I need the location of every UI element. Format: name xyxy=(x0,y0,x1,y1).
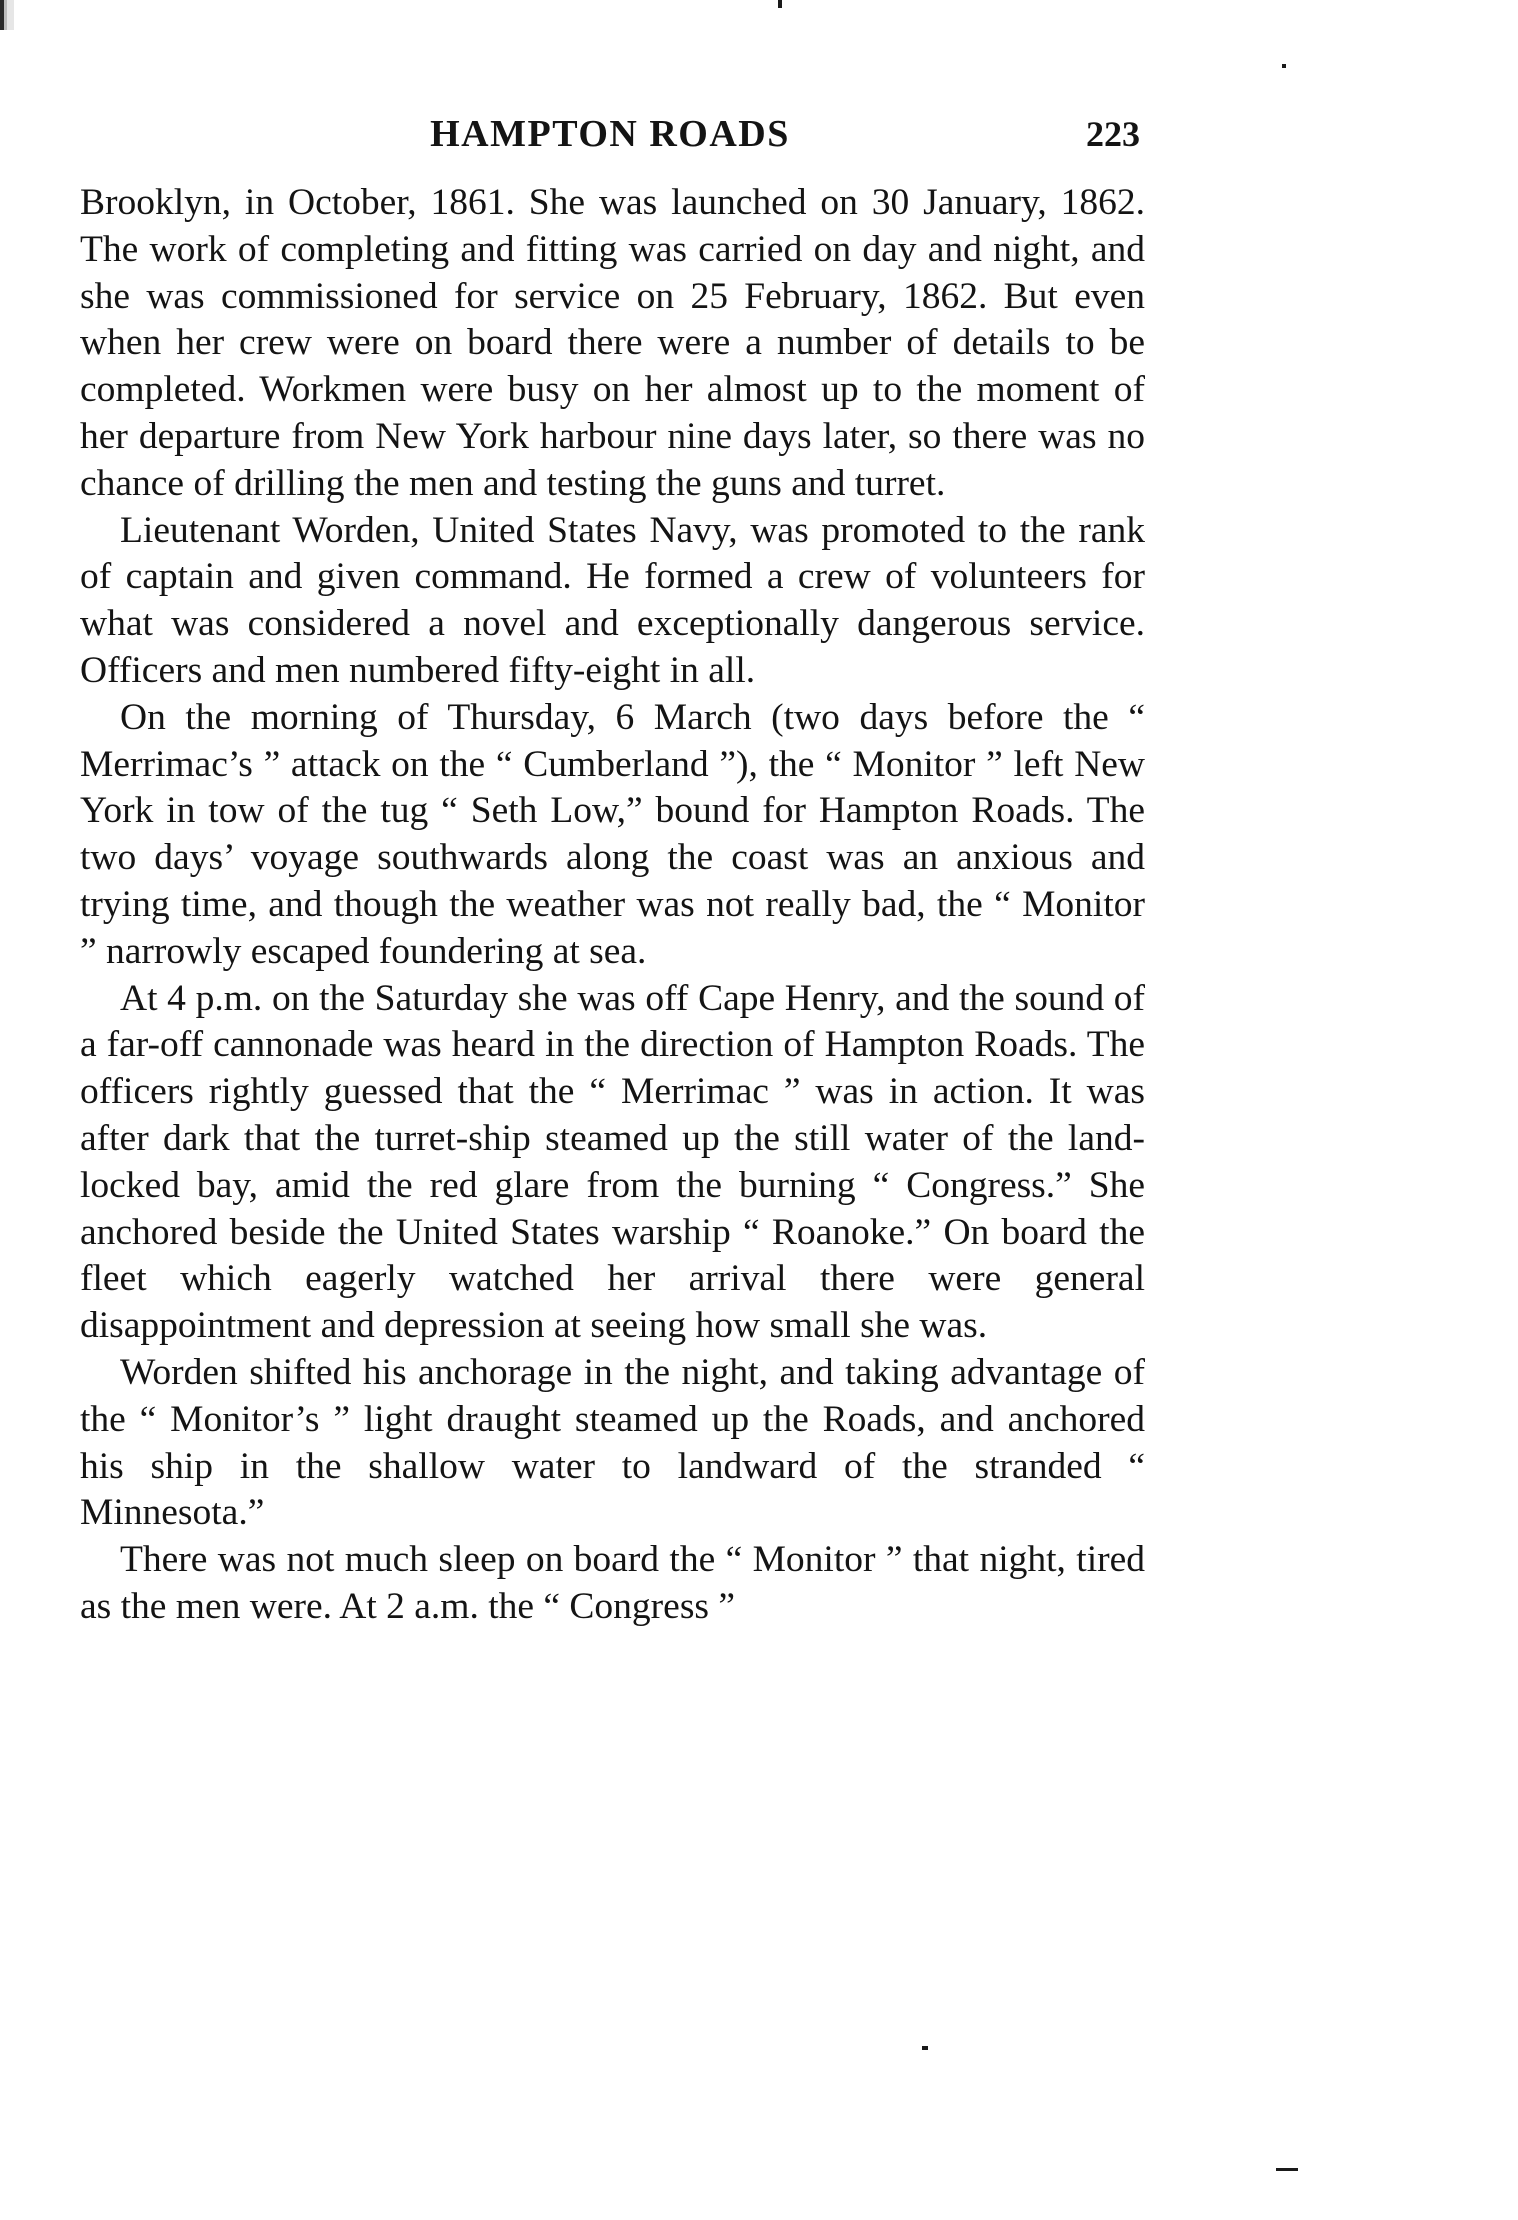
scan-speck xyxy=(1276,2168,1298,2171)
page-number: 223 xyxy=(1086,114,1140,154)
running-title: HAMPTON ROADS xyxy=(430,113,790,155)
paragraph: At 4 p.m. on the Saturday she was off Cape Henry, and the sound of a far-off cannonade was heard in the direction of Hampton Roads. The officers rightly guessed that the “ Merrimac ” was in action. It was after dark that the turret-ship steamed up the still water of the landlocked bay, amid the red glare from the burning “ Congress.” She anchored beside the United States warship “ Roanoke.” On board the fleet which eagerly watched her arrival there were general disappointment and depression at seeing how small she was. xyxy=(80,977,1145,1347)
scan-speck xyxy=(922,2046,928,2050)
paragraph: On the morning of Thursday, 6 March (two days before the “ Merrimac’s ” attack on the “ Cumberland ”), the “ Monitor ” left New York in tow of the tug “ Seth Low,” bound for Hampton Roads. The two days’ voyage southwards along the coast was an anxious and trying time, and though the weather was not really bad, the “ Monitor ” narrowly escaped foundering at sea. xyxy=(80,696,1145,972)
scan-corner-mark xyxy=(0,0,14,30)
paragraph: Worden shifted his anchorage in the night, and taking advantage of the “ Monitor’s ” light draught steamed up the Roads, and anchored his ship in the shallow water to landward of the stranded “ Minnesota.” xyxy=(80,1351,1145,1534)
page-header xyxy=(80,104,1140,164)
scan-speck xyxy=(1282,64,1286,68)
paragraph: Lieutenant Worden, United States Navy, was promoted to the rank of captain and given command. He formed a crew of volunteers for what was considered a novel and exceptionally dangerous service. Officers and men numbered fifty-eight in all. xyxy=(80,509,1145,691)
body-text xyxy=(80,180,1145,1631)
paragraph: Brooklyn, in October, 1861. She was launched on 30 January, 1862. The work of completing and fitting was carried on day and night, and she was commissioned for service on 25 February, 1862. But even when her crew were on board there were a number of details to be completed. Workmen were busy on her almost up to the moment of her departure from New York harbour nine days later, so there was no chance of drilling the men and testing the guns and turret. xyxy=(80,182,1145,504)
paragraph: There was not much sleep on board the “ Monitor ” that night, tired as the men were. At 2 a.m. the “ Congress ” xyxy=(80,1539,1145,1627)
scan-speck xyxy=(778,0,782,8)
